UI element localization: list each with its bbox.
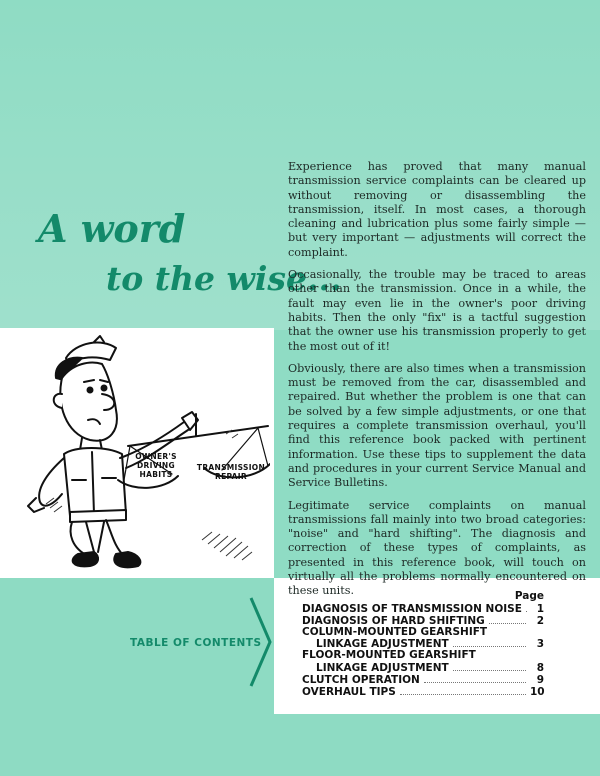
- body-paragraph-4: Legitimate service complaints on manual transmissions fall mainly into two broad categories: "noise" and "hard shifting". The diagnosis and correction of these types of complaints, as presented in this reference book, will touch on virtually all the problems normally encountered on these units.: [288, 498, 586, 598]
- toc-heading: TABLE OF CONTENTS: [130, 637, 262, 649]
- toc-entry-page: 2: [536, 614, 544, 627]
- toc-list: [302, 590, 544, 697]
- toc-entry-title: DIAGNOSIS OF HARD SHIFTING: [302, 614, 485, 627]
- toc-entry-page: 3: [536, 638, 544, 651]
- chevron-right-icon: [248, 596, 274, 688]
- toc-leader-dots: [453, 638, 526, 647]
- body-text: [288, 160, 586, 607]
- toc-leader-dots: [400, 686, 526, 695]
- body-paragraph-3: Obviously, there are also times when a transmission must be removed from the car, disassembled and repaired. But whether the problem is one that can be solved by a few simple adjustments, or one that requires a complete transmission overhaul, you'll find this reference book packed with pertinent information. Use these tips to supplement the data and procedures in your current Service Manual and Service Bulletins.: [288, 361, 586, 490]
- toc-leader-dots: [453, 662, 526, 671]
- body-paragraph-1: Experience has proved that many manual transmission service complaints can be cleared up without removing or disassembling the transmission, itself. In most cases, a thorough cleaning and lubrication plus some fairly simple — but very important — adjustments will correct the complaint.: [288, 160, 586, 259]
- headline-line-2: to the wise...: [106, 259, 342, 298]
- toc-entry[interactable]: [302, 674, 544, 686]
- toc-entry[interactable]: [302, 603, 544, 615]
- toc-entry[interactable]: [302, 615, 544, 627]
- toc-entry-title: OVERHAUL TIPS: [302, 685, 396, 698]
- toc-entry-title: LINKAGE ADJUSTMENT: [316, 638, 449, 651]
- scale-label-transmission-repair: TRANSMISSION REPAIR: [196, 463, 266, 481]
- toc-entry[interactable]: [302, 627, 544, 639]
- toc-leader-dots: [424, 674, 526, 683]
- headline-line-1: A word: [38, 206, 186, 251]
- toc-entry-title: DIAGNOSIS OF TRANSMISSION NOISE: [302, 603, 522, 615]
- toc-entry-page: 8: [536, 661, 544, 674]
- toc-entry-page: 10: [530, 685, 545, 698]
- toc-entry-title: LINKAGE ADJUSTMENT: [316, 661, 449, 674]
- toc-entry[interactable]: [302, 662, 544, 674]
- body-paragraph-2: Occasionally, the trouble may be traced to areas other than the transmission. Once in a while, the fault may even lie in the owner's poor driving habits. Then the only "fix" is a tactful suggestion that the owner use his transmission properly to get the most out of it!: [288, 268, 586, 353]
- toc-leader-dots: [489, 615, 526, 624]
- toc-entry[interactable]: [302, 650, 544, 662]
- toc-entry-page: 1: [536, 603, 544, 615]
- toc-entry-page: 9: [536, 673, 544, 686]
- toc-entry-title: FLOOR-MOUNTED GEARSHIFT: [302, 649, 476, 662]
- toc-page-column-label: Page: [514, 590, 544, 602]
- toc-entry-title: COLUMN-MOUNTED GEARSHIFT: [302, 625, 488, 638]
- toc-entry[interactable]: [302, 686, 544, 698]
- toc-entry-title: CLUTCH OPERATION: [302, 673, 420, 686]
- scale-label-owners-driving-habits: OWNER'S DRIVING HABITS: [135, 452, 177, 479]
